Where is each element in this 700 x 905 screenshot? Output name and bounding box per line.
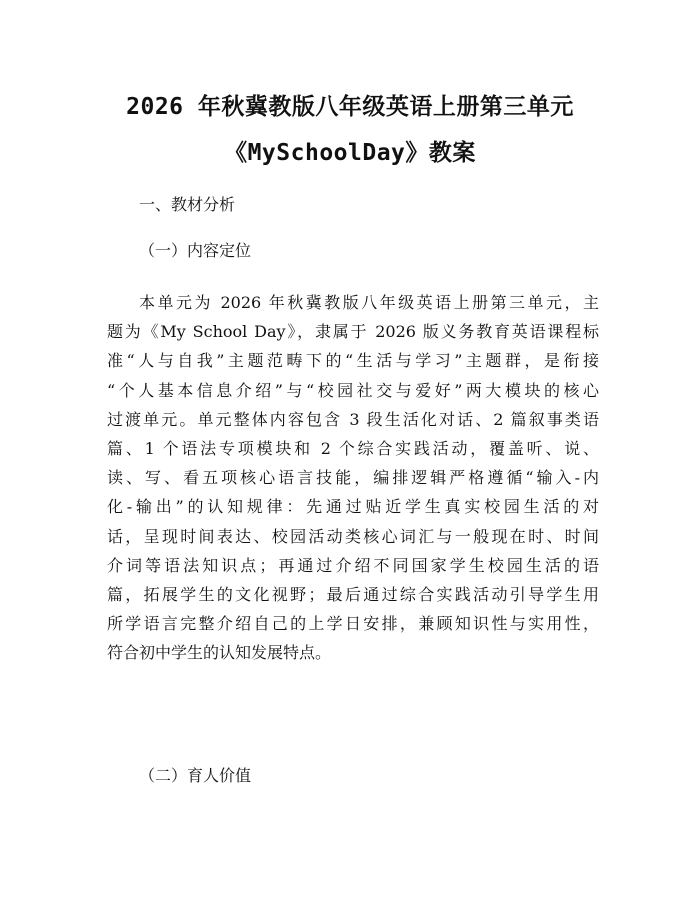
section-heading-textbook-analysis: 一、教材分析: [139, 195, 236, 214]
paragraph-line: 话，呈现时间表达、校园活动类核心词汇与一般现在时、时间: [107, 526, 599, 546]
paragraph-line: 本单元为 2026 年秋冀教版八年级英语上册第三单元，主: [139, 293, 599, 312]
paragraph-line: 过渡单元。单元整体内容包含 3 段生活化对话、2 篇叙事类语: [107, 409, 599, 429]
subsection-heading-content-positioning: （一）内容定位: [139, 241, 252, 260]
paragraph-line: 读、写、看五项核心语言技能，编排逻辑严格遵循“输入-内: [107, 468, 599, 488]
paragraph-line: 符合初中学生的认知发展特点。: [107, 643, 332, 663]
paragraph-line: 题为《My School Day》，隶属于 2026 版义务教育英语课程标: [107, 322, 599, 342]
paragraph-line: 介词等语法知识点；再通过介绍不同国家学生校园生活的语: [107, 555, 599, 575]
paragraph-line: 化-输出”的认知规律：先通过贴近学生真实校园生活的对: [107, 497, 599, 517]
subsection-heading-educational-value: （二）育人价值: [139, 766, 252, 785]
paragraph-line: 所学语言完整介绍自己的上学日安排，兼顾知识性与实用性，: [107, 614, 599, 634]
paragraph-content-positioning: [107, 288, 599, 668]
document-title-line-2: 《MySchoolDay》教案: [224, 140, 476, 166]
document-title-line-1: 2026 年秋冀教版八年级英语上册第三单元: [126, 94, 574, 120]
paragraph-line: 篇，拓展学生的文化视野；最后通过综合实践活动引导学生用: [107, 585, 599, 605]
paragraph-line: 准“人与自我”主题范畴下的“生活与学习”主题群，是衔接: [107, 351, 599, 371]
paragraph-line: 篇、1 个语法专项模块和 2 个综合实践活动，覆盖听、说、: [107, 439, 599, 459]
paragraph-line: “个人基本信息介绍”与“校园社交与爱好”两大模块的核心: [107, 380, 599, 400]
